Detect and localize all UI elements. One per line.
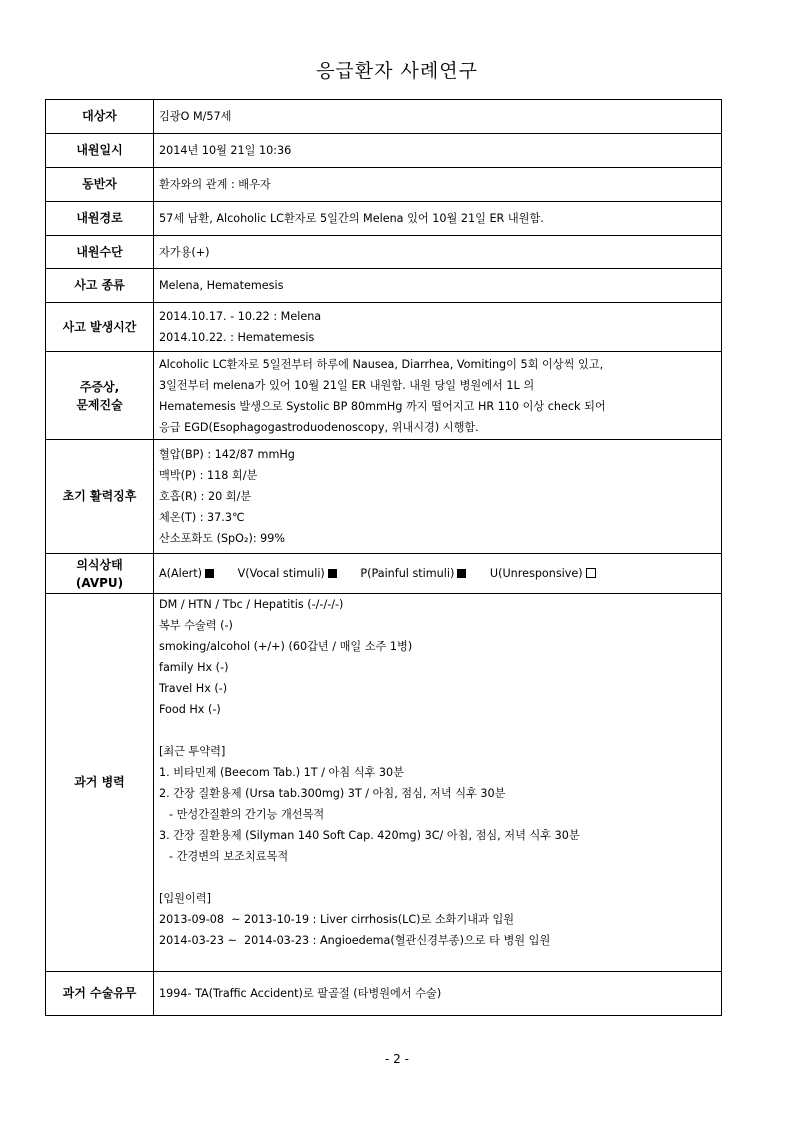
complaint-line: Hematemesis 발생으로 Systolic BP 80mmHg 까지 떨어지고 HR 110 이상 check 되어 [159,399,606,413]
vital-spo2: 산소포화도 (SpO₂): 99% [159,532,286,545]
history-item: Travel Hx (-) [159,682,228,695]
label-line: 주증상, [79,379,120,394]
admission-heading: [입원이력] [159,892,211,905]
row-accident-type [46,269,722,303]
onset-line: 2014.10.17. - 10.22 : Melena [159,310,322,323]
label-surgery: 과거 수술유무 [46,972,154,1016]
label-avpu [46,554,154,594]
value-vitals [154,440,722,554]
row-patient [46,100,722,134]
label-transport: 내원수단 [46,236,154,269]
value-accident-type: Melena, Hematemesis [154,269,722,303]
value-onset [154,303,722,352]
row-onset [46,303,722,352]
vital-resp: 호흡(R) : 20 회/분 [159,490,252,503]
avpu-option-unresponsive [490,567,596,580]
label-chief-complaint [46,352,154,440]
value-patient: 김광O M/57세 [154,100,722,134]
value-surgery: 1994- TA(Traffic Accident)로 팔골절 (타병원에서 수술) [154,972,722,1016]
label-line: 문제진술 [76,397,123,412]
history-item: 복부 수술력 (-) [159,619,233,632]
document-title: 응급환자 사례연구 [316,60,478,82]
value-transport: 자가용(+) [154,236,722,269]
admission-item: 2014-03-23 ~ 2014-03-23 : Angioedema(혈관신경부종)으로 타 병원 입원 [159,934,551,947]
row-transport [46,236,722,269]
checked-box-icon [205,569,214,578]
history-item: Food Hx (-) [159,703,221,716]
vital-pulse: 맥박(P) : 118 회/분 [159,469,258,482]
value-chief-complaint [154,352,722,440]
value-route: 57세 남환, Alcoholic LC환자로 5일간의 Melena 있어 10월 21일 ER 내원함. [154,202,722,236]
unchecked-box-icon [586,568,596,578]
page-number: - 2 - [385,1052,409,1066]
checked-box-icon [457,569,466,578]
avpu-label: A(Alert) [159,567,203,580]
checked-box-icon [328,569,337,578]
history-item: family Hx (-) [159,661,229,674]
meds-heading: [최근 투약력] [159,745,226,758]
label-accident-type: 사고 종류 [46,269,154,303]
complaint-line: 응급 EGD(Esophagogastroduodenoscopy, 위내시경) 시행함. [159,420,479,434]
row-vitals [46,440,722,554]
avpu-label: U(Unresponsive) [489,567,583,580]
avpu-option-alert [159,567,214,580]
label-patient: 대상자 [46,100,154,134]
onset-line: 2014.10.22. : Hematemesis [159,331,315,344]
med-note: - 만성간질환의 간기능 개선목적 [169,808,325,821]
history-item: smoking/alcohol (+/+) (60갑년 / 매일 소주 1병) [159,640,413,653]
row-history [46,594,722,972]
label-vitals: 초기 활력징후 [46,440,154,554]
avpu-option-painful [360,567,466,580]
spacer [159,720,721,741]
value-history [154,594,722,972]
admission-item: 2013-09-08 ~ 2013-10-19 : Liver cirrhosis(LC)로 소화기내과 입원 [159,913,515,926]
history-item: DM / HTN / Tbc / Hepatitis (-/-/-/-) [159,598,344,611]
med-note: - 간경변의 보조치료목적 [169,850,289,863]
label-companion: 동반자 [46,168,154,202]
avpu-label: V(Vocal stimuli) [237,567,325,580]
label-history: 과거 병력 [46,594,154,972]
med-item: 3. 간장 질환용제 (Silyman 140 Soft Cap. 420mg) 3C/ 아침, 점심, 저녁 식후 30분 [159,829,580,842]
avpu-label: P(Painful stimuli) [360,567,455,580]
value-avpu [154,554,722,594]
avpu-option-vocal [238,567,337,580]
complaint-line: Alcoholic LC환자로 5일전부터 하루에 Nausea, Diarrhea, Vomiting이 5회 이상씩 있고, [159,357,604,371]
label-visit-date: 내원일시 [46,134,154,168]
row-avpu [46,554,722,594]
case-study-table [45,99,722,1016]
value-visit-date: 2014년 10월 21일 10:36 [154,134,722,168]
row-route [46,202,722,236]
spacer [159,867,721,888]
med-item: 2. 간장 질환용제 (Ursa tab.300mg) 3T / 아침, 점심, 저녁 식후 30분 [159,787,506,800]
med-item: 1. 비타민제 (Beecom Tab.) 1T / 아침 식후 30분 [159,766,404,779]
complaint-line: 3일전부터 melena가 있어 10월 21일 ER 내원함. 내원 당일 병원에서 1L 의 [159,378,535,392]
row-visit-date [46,134,722,168]
label-onset: 사고 발생시간 [46,303,154,352]
row-surgery [46,972,722,1016]
label-route: 내원경로 [46,202,154,236]
label-line: 의식상태 [76,557,123,572]
vital-bp: 혈압(BP) : 142/87 mmHg [159,448,295,461]
vital-temp: 체온(T) : 37.3℃ [159,511,245,524]
value-companion: 환자와의 관계 : 배우자 [154,168,722,202]
label-line: (AVPU) [75,575,124,590]
row-chief-complaint [46,352,722,440]
row-companion [46,168,722,202]
